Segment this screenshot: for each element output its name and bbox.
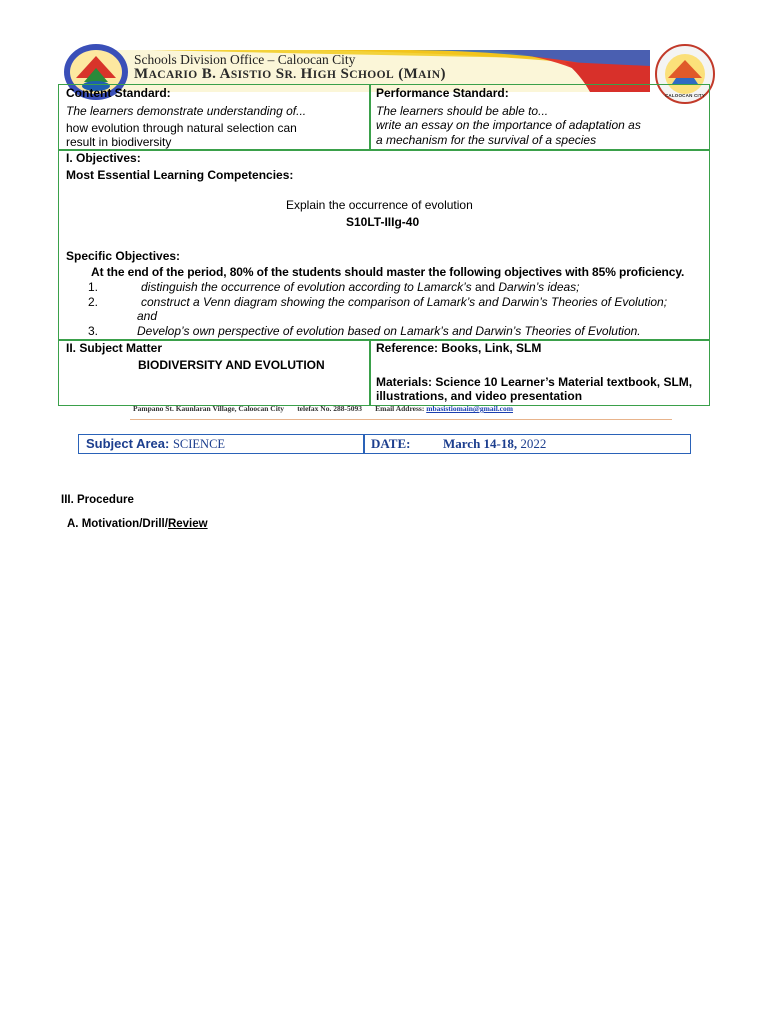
materials-line1: Materials: Science 10 Learner’s Material textbook, SLM, (376, 375, 693, 389)
content-standard-line1: how evolution through natural selection can (66, 121, 297, 135)
objective-3-text: Develop’s own perspective of evolution based on Lamark’s and Darwin’s Theories of Evolution. (137, 324, 641, 338)
performance-standard-label: Performance Standard: (376, 86, 509, 100)
performance-standard-line1: write an essay on the importance of adaptation as (376, 118, 641, 132)
subject-matter-topic: BIODIVERSITY AND EVOLUTION (138, 358, 325, 372)
standards-divider (369, 84, 371, 150)
subject-divider (369, 339, 371, 406)
objective-2-continuation: and (137, 309, 158, 323)
subject-matter-heading: II. Subject Matter (66, 341, 163, 355)
content-standard-label: Content Standard: (66, 86, 171, 100)
division-office-title: Schools Division Office – Caloocan City (134, 52, 356, 67)
content-standard-intro: The learners demonstrate understanding of... (66, 104, 307, 118)
materials-line2: illustrations, and video presentation (376, 389, 583, 403)
objective-3-number: 3. (88, 324, 99, 338)
objective-1: distinguish the occurrence of evolution according to Lamarck’s and Darwin’s ideas; (141, 280, 580, 294)
melc-code: S10LT-IIIg-40 (346, 215, 420, 229)
date-value: March 14-18, 2022 (443, 436, 547, 451)
content-standard-line2: result in biodiversity (66, 135, 172, 149)
objective-2-text: construct a Venn diagram showing the comparison of Lamark’s and Darwin’s Theories of Evolution; (141, 295, 668, 309)
date-label: DATE: (371, 436, 411, 451)
school-contact-footer: Pampano St. Kaunlaran Village, Caloocan City telefax No. 288-5093 Email Address: mbasistiomain@gmail.com (133, 404, 513, 413)
melc-label: Most Essential Learning Competencies: (66, 168, 294, 182)
procedure-heading: III. Procedure (61, 494, 134, 506)
objectives-heading: I. Objectives: (66, 151, 141, 165)
reference-text: Reference: Books, Link, SLM (376, 341, 542, 355)
objective-1-number: 1. (88, 280, 99, 294)
objective-2-number: 2. (88, 295, 99, 309)
subject-area: Subject Area: SCIENCE (86, 436, 226, 451)
procedure-step-a: A. Motivation/Drill/Review (67, 518, 208, 530)
school-name: MACARIO B. ASISTIO SR. HIGH SCHOOL (MAIN) (134, 66, 446, 82)
email-link[interactable]: mbasistiomain@gmail.com (426, 404, 513, 413)
objectives-intro: At the end of the period, 80% of the students should master the following objectives with 85% proficiency. (91, 265, 685, 279)
melc-text: Explain the occurrence of evolution (286, 198, 473, 212)
footer-rule (130, 419, 672, 420)
specific-objectives-label: Specific Objectives: (66, 249, 181, 263)
performance-standard-line2: a mechanism for the survival of a species (376, 133, 597, 147)
performance-standard-intro: The learners should be able to... (376, 104, 549, 118)
seal-caption: CALOOCAN CITY (664, 93, 706, 98)
